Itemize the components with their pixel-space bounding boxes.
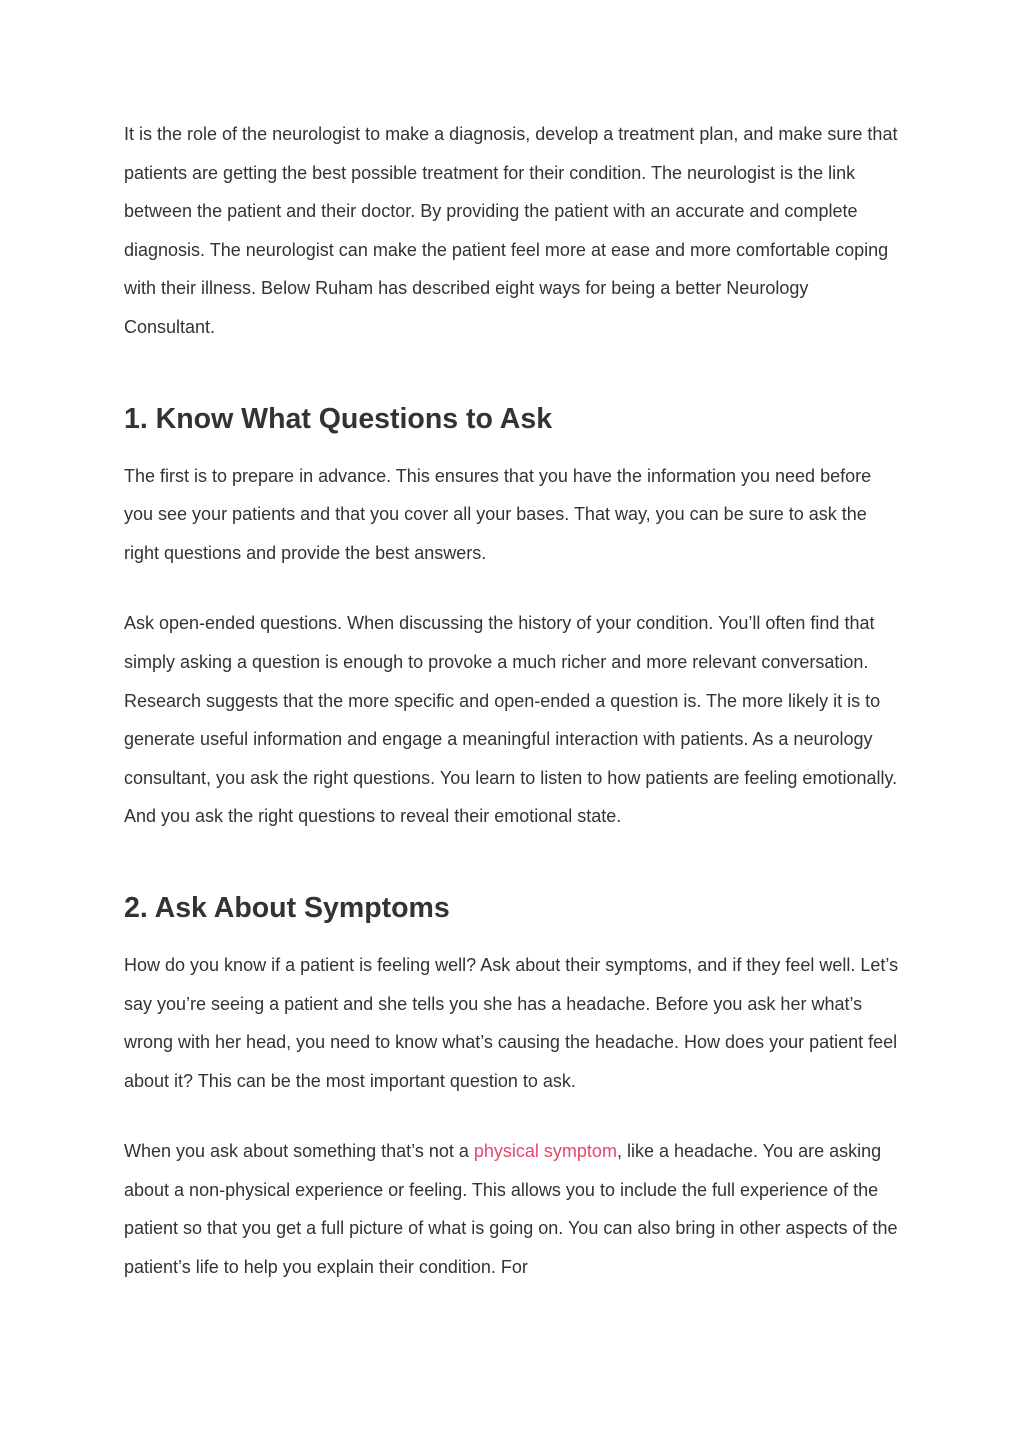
intro-paragraph: It is the role of the neurologist to make a diagnosis, develop a treatment plan, and make sure that patients are getting the best possible treatment for their condition. The neurologist is the link between the patient and their doctor. By providing the patient with an accurate and complete diagnosis. The neurologist can make the patient feel more at ease and more comfortable coping with their illness. Below Ruham has described eight ways for being a better Neurology Consultant. xyxy=(124,124,898,337)
section-2-paragraph-2 xyxy=(124,1132,904,1286)
document-body xyxy=(124,115,904,1287)
section-2-paragraph-1: How do you know if a patient is feeling well? Ask about their symptoms, and if they feel well. Let’s say you’re seeing a patient and she tells you she has a headache. Before you ask her what’s wrong with her head, you need to know what’s causing the headache. How does your patient feel about it? This can be the most important question to ask. xyxy=(124,954,899,1091)
paragraph-text-before-link: When you ask about something that’s not a xyxy=(124,1141,474,1162)
physical-symptom-link[interactable]: physical symptom xyxy=(473,1141,617,1162)
section-1-heading: 1. Know What Questions to Ask xyxy=(124,402,553,435)
section-2-heading: 2. Ask About Symptoms xyxy=(124,891,450,924)
paragraph-text-after-link: , like a headache. You are asking about a non-physical experience or feeling. This allows you to include the full experience of the patient so that you get a full picture of what is going on. You can also bring in other aspects of the patient’s life to help you explain their condition. For xyxy=(124,1141,898,1278)
section-1-paragraph-1: The first is to prepare in advance. This ensures that you have the information you need before you see your patients and that you cover all your bases. That way, you can be sure to ask the right questions and provide the best answers. xyxy=(124,465,872,563)
section-1-paragraph-2: Ask open-ended questions. When discussing the history of your condition. You’ll often find that simply asking a question is enough to provoke a much richer and more relevant conversation. Research suggests that the more specific and open-ended a question is. The more likely it is to generate useful information and engage a meaningful interaction with patients. As a neurology consultant, you ask the right questions. You learn to listen to how patients are feeling emotionally. And you ask the right questions to reveal their emotional state. xyxy=(124,613,898,827)
